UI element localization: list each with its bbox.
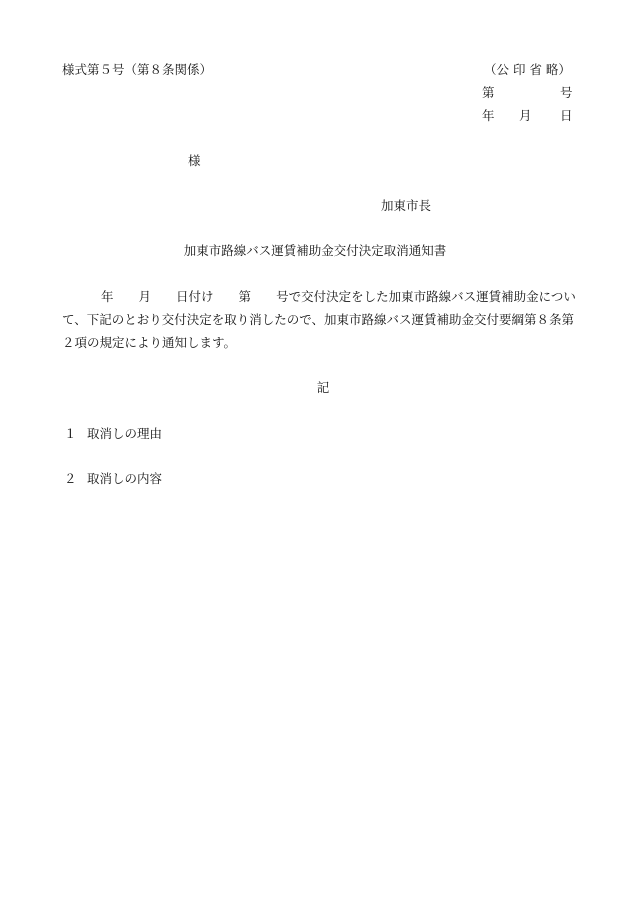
document-title: 加東市路線バス運賃補助金交付決定取消通知書 <box>183 243 447 258</box>
body-year-label: 年 <box>101 289 114 304</box>
list-item-label: 取消しの理由 <box>87 426 163 441</box>
seal-omitted-note: （公 印 省 略） <box>484 62 571 77</box>
form-number-label: 様式第５号（第８条関係） <box>62 62 213 77</box>
body-date-label: 日付け <box>176 289 214 304</box>
body-month-label: 月 <box>138 289 152 304</box>
date-day-label: 日 <box>560 108 573 123</box>
list-item-number: １ <box>64 426 77 441</box>
body-number-prefix: 第 <box>238 289 252 304</box>
recipient-honorific: 様 <box>188 153 201 168</box>
document-number-suffix: 号 <box>560 85 573 100</box>
list-item <box>64 428 162 441</box>
body-text-line-2: て、下記のとおり交付決定を取り消したので、加東市路線バス運賃補助金交付要綱第８条第 <box>62 312 575 327</box>
body-text-line-3: ２項の規定により通知します。 <box>62 335 237 350</box>
body-line-1-rest: 号で交付決定をした加東市路線バス運賃補助金につい <box>276 289 576 304</box>
list-item <box>64 473 162 486</box>
date-month-label: 月 <box>519 108 532 123</box>
body-text-line-1 <box>62 291 576 304</box>
list-item-number: ２ <box>64 471 77 486</box>
ki-heading: 記 <box>316 380 330 395</box>
document-number-prefix: 第 <box>482 85 495 100</box>
issuer-name: 加東市長 <box>381 198 432 213</box>
date-year-label: 年 <box>482 108 495 123</box>
list-item-label: 取消しの内容 <box>87 471 163 486</box>
